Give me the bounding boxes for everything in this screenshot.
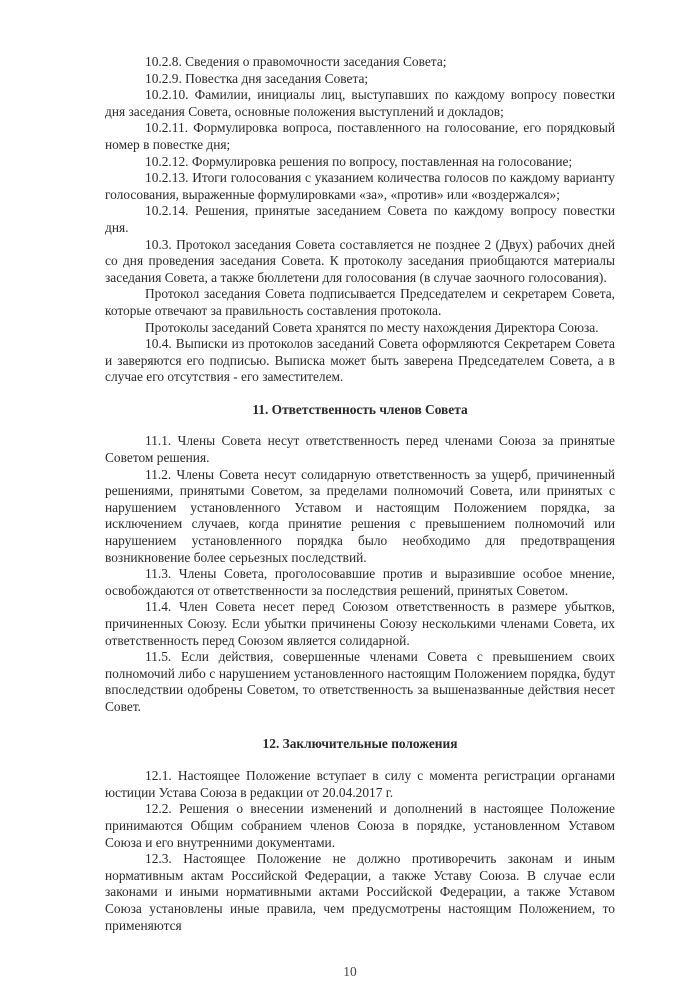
section-12-heading: 12. Заключительные положения xyxy=(262,735,458,751)
document-page xyxy=(105,0,615,934)
section-10-continuation xyxy=(105,54,615,386)
paragraph-10-2-13: 10.2.13. Итоги голосования с указанием количества голосов по каждому варианту голосования, выраженные формулировками «за», «против» или «воздержался»; xyxy=(105,170,615,202)
section-11 xyxy=(105,433,615,715)
paragraph-10-2-11: 10.2.11. Формулировка вопроса, поставленного на голосование, его порядковый номер в повестке дня; xyxy=(105,120,615,152)
paragraph-10-2-8: 10.2.8. Сведения о правомочности заседания Совета; xyxy=(145,54,447,69)
paragraph-10-4: 10.4. Выписки из протоколов заседаний Совета оформляются Секретарем Совета и заверяются его подписью. Выписка может быть заверена Председателем Совета, а в случае его отсутствия - его заместителем. xyxy=(105,336,615,385)
page-number: 10 xyxy=(343,964,357,980)
paragraph-10-3-storage: Протоколы заседаний Совета хранятся по месту нахождения Директора Союза. xyxy=(145,319,599,335)
paragraph-12-3: 12.3. Настоящее Положение не должно противоречить законам и иным нормативным актам Российской Федерации, а также Уставу Союза. В случае если законами и иными нормативными актами Российской Федерации, а также Уставом Союза установлены иные правила, чем предусмотрены настоящим Положением, то применяются xyxy=(105,851,615,933)
paragraph-10-2-12: 10.2.12. Формулировка решения по вопросу, поставленная на голосование; xyxy=(145,153,573,169)
paragraph-10-2-9: 10.2.9. Повестка дня заседания Совета; xyxy=(145,70,369,86)
paragraph-11-2: 11.2. Члены Совета несут солидарную ответственность за ущерб, причиненный решениями, принятыми Советом, за пределами полномочий Совета, или принятых с нарушением установленного Уставом и настоящим Положением порядка, за исключением случаев, когда принятие решения с превышением полномочий или нарушением установленного порядка было необходимо для предотвращения возникновение более серьезных последствий. xyxy=(105,466,615,565)
paragraph-10-2-14: 10.2.14. Решения, принятые заседанием Совета по каждому вопросу повестки дня. xyxy=(105,203,615,235)
paragraph-10-2-10: 10.2.10. Фамилии, инициалы лиц, выступавших по каждому вопросу повестки дня заседания Совета, основные положения выступлений и докладов; xyxy=(105,87,615,119)
paragraph-10-3-signing: Протокол заседания Совета подписывается Председателем и секретарем Совета, которые отвечают за правильность составления протокола. xyxy=(105,286,615,318)
paragraph-11-4: 11.4. Член Совета несет перед Союзом ответственность в размере убытков, причиненных Союзу. Если убытки причинены Союзу несколькими членами Совета, их ответственность перед Союзом является солидарной. xyxy=(105,599,615,648)
paragraph-12-2: 12.2. Решения о внесении изменений и дополнений в настоящее Положение принимаются Общим собранием членов Союза в порядке, установленном Уставом Союза и его внутренними документами. xyxy=(105,801,615,850)
paragraph-12-1: 12.1. Настоящее Положение вступает в силу с момента регистрации органами юстиции Устава Союза в редакции от 20.04.2017 г. xyxy=(105,768,615,800)
section-11-heading: 11. Ответственность членов Совета xyxy=(252,401,468,417)
paragraph-10-3: 10.3. Протокол заседания Совета составляется не позднее 2 (Двух) рабочих дней со дня проведения заседания Совета. К протоколу заседания приобщаются материалы заседания Совета, а также бюллетени для голосования (в случае заочного голосования). xyxy=(105,236,615,285)
paragraph-11-3: 11.3. Члены Совета, проголосовавшие против и выразившие особое мнение, освобождаются от ответственности за последствия решений, принятых Советом. xyxy=(105,566,615,598)
paragraph-11-5: 11.5. Если действия, совершенные членами Совета с превышением своих полномочий либо с нарушением установленного настоящим Положением порядка, будут впоследствии одобрены Советом, то ответственность за вышеназванные действия несет Совет. xyxy=(105,649,615,714)
paragraph-11-1: 11.1. Члены Совета несут ответственность перед членами Союза за принятые Советом решения. xyxy=(105,433,615,466)
section-12 xyxy=(105,768,615,934)
